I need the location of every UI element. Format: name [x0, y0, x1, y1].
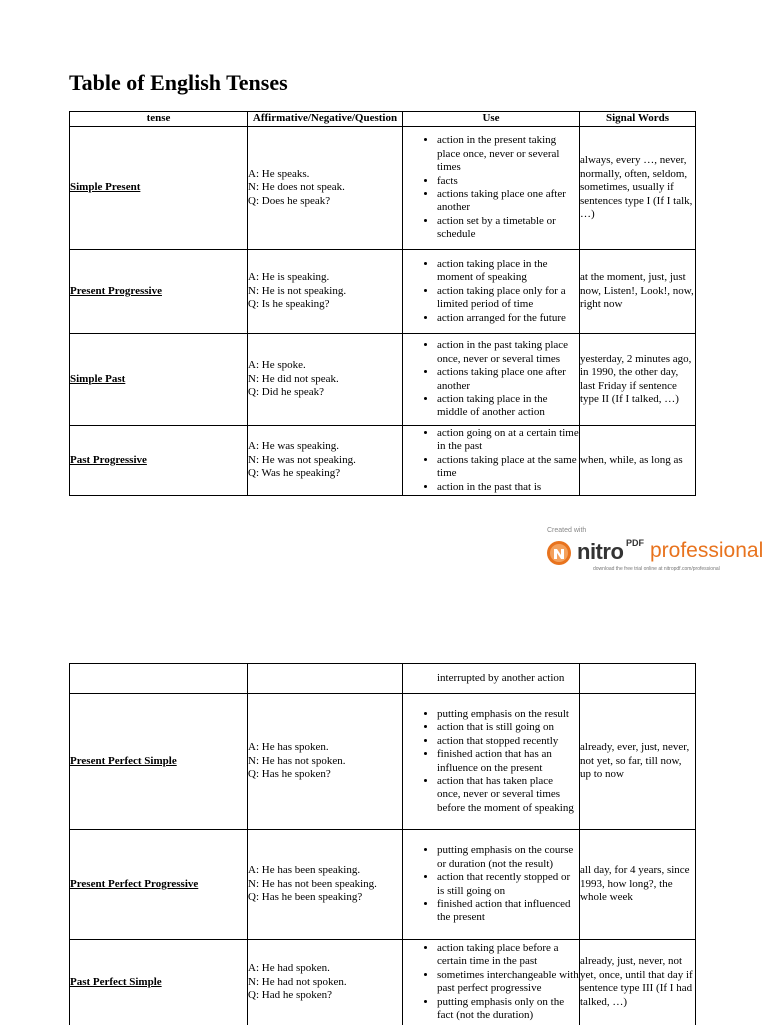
- use-cell: [403, 664, 580, 694]
- watermark-created-label: Created with: [547, 527, 587, 534]
- use-cell: [403, 940, 580, 1025]
- header-tense: tense: [70, 112, 248, 127]
- table-row: [70, 426, 696, 496]
- use-item: • finished action that has an influence on the present: [437, 748, 579, 775]
- use-item: • sometimes interchangeable with past perfect progressive: [437, 969, 579, 996]
- form-line: Q: Did he speak?: [248, 386, 325, 399]
- use-item: • action taking place only for a limited period of time: [437, 285, 579, 312]
- tense-name: Present Perfect Simple: [70, 694, 248, 830]
- table-header-row: [70, 112, 696, 127]
- signal-cell: [580, 664, 696, 694]
- use-item: • action in the present taking place once, never or several times: [437, 134, 579, 174]
- forms-cell: [248, 250, 403, 334]
- use-cell: [403, 250, 580, 334]
- tense-name: Present Progressive: [70, 250, 248, 334]
- form-line: A: He was speaking.: [248, 440, 340, 453]
- watermark-product: professional: [650, 539, 764, 562]
- header-signal-words: Signal Words: [580, 112, 696, 127]
- use-item: • action going on at a certain time in the past: [437, 427, 579, 454]
- forms-cell: [248, 940, 403, 1025]
- use-item: • action arranged for the future: [437, 312, 579, 325]
- tense-cell: [70, 664, 248, 694]
- header-use: Use: [403, 112, 580, 127]
- watermark-note: download the free trial online at nitropdf.com/professional: [593, 566, 720, 572]
- table-row: [70, 250, 696, 334]
- form-line: Q: Has he been speaking?: [248, 891, 363, 904]
- table-row: [70, 127, 696, 250]
- use-item: • action taking place before a certain time in the past: [437, 942, 579, 969]
- use-list: [403, 427, 579, 494]
- use-item: • action that has taken place once, never or several times before the moment of speaking: [437, 775, 579, 815]
- use-item: • action taking place in the middle of another action: [437, 393, 579, 420]
- form-line: Q: Does he speak?: [248, 194, 331, 207]
- table-row: [70, 664, 696, 694]
- use-cell: [403, 127, 580, 250]
- table-row: [70, 940, 696, 1025]
- forms-cell: [248, 830, 403, 940]
- use-continuation: interrupted by another action: [437, 671, 565, 684]
- signal-words: already, just, never, not yet, once, until that day if sentence type III (If I had talked, …): [580, 940, 696, 1025]
- table-row: [70, 694, 696, 830]
- form-line: Q: Had he spoken?: [248, 988, 333, 1001]
- form-line: A: He has been speaking.: [248, 864, 361, 877]
- form-line: N: He was not speaking.: [248, 453, 356, 466]
- watermark-pdf-superscript: PDF: [626, 538, 644, 548]
- tense-name: Simple Present: [70, 127, 248, 250]
- use-list: [403, 339, 579, 419]
- header-forms: Affirmative/Negative/Question: [248, 112, 403, 127]
- nitro-watermark: [545, 527, 763, 575]
- signal-words: yesterday, 2 minutes ago, in 1990, the other day, last Friday if sentence type II (If I talked, …): [580, 334, 696, 426]
- nitro-logo-icon: [545, 539, 573, 567]
- use-list: [403, 942, 579, 1022]
- use-item: • action taking place in the moment of speaking: [437, 258, 579, 285]
- use-cell: [403, 830, 580, 940]
- form-line: A: He had spoken.: [248, 962, 330, 975]
- tenses-table-page2: [69, 663, 696, 1025]
- use-cell: [403, 694, 580, 830]
- form-line: A: He has spoken.: [248, 741, 329, 754]
- use-item: • actions taking place at the same time: [437, 454, 579, 481]
- signal-words: already, ever, just, never, not yet, so far, till now, up to now: [580, 694, 696, 830]
- form-line: N: He had not spoken.: [248, 975, 347, 988]
- form-line: Q: Was he speaking?: [248, 467, 341, 480]
- use-item: • putting emphasis on the result: [437, 708, 579, 721]
- form-line: Q: Has he spoken?: [248, 768, 331, 781]
- signal-words: always, every …, never, normally, often, seldom, sometimes, usually if sentences type I (If I talk, …): [580, 127, 696, 250]
- tense-name: Simple Past: [70, 334, 248, 426]
- use-item: • action that recently stopped or is still going on: [437, 871, 579, 898]
- use-item: • action that stopped recently: [437, 735, 579, 748]
- forms-cell: [248, 426, 403, 496]
- form-line: N: He is not speaking.: [248, 284, 347, 297]
- form-line: A: He speaks.: [248, 167, 310, 180]
- page-title: Table of English Tenses: [69, 70, 288, 95]
- form-line: A: He spoke.: [248, 359, 306, 372]
- use-list: [403, 258, 579, 325]
- signal-words: when, while, as long as: [580, 426, 696, 496]
- use-cell: [403, 334, 580, 426]
- use-item: • putting emphasis only on the fact (not the duration): [437, 996, 579, 1023]
- use-item: • putting emphasis on the course or duration (not the result): [437, 844, 579, 871]
- forms-cell: [248, 127, 403, 250]
- use-item: • finished action that influenced the present: [437, 898, 579, 925]
- use-cell: [403, 426, 580, 496]
- use-item: • action in the past that is: [437, 481, 579, 494]
- use-item: • action set by a timetable or schedule: [437, 215, 579, 242]
- use-item: • actions taking place one after another: [437, 188, 579, 215]
- use-list: [403, 134, 579, 241]
- form-line: N: He did not speak.: [248, 372, 339, 385]
- table-row: [70, 334, 696, 426]
- watermark-brand: nitro: [577, 539, 624, 564]
- form-line: Q: Is he speaking?: [248, 298, 330, 311]
- forms-cell: [248, 334, 403, 426]
- form-line: N: He has not spoken.: [248, 754, 346, 767]
- form-line: A: He is speaking.: [248, 271, 330, 284]
- signal-words: all day, for 4 years, since 1993, how long?, the whole week: [580, 830, 696, 940]
- use-item: • facts: [437, 175, 579, 188]
- forms-cell: [248, 664, 403, 694]
- table-row: [70, 830, 696, 940]
- forms-cell: [248, 694, 403, 830]
- use-item: • action that is still going on: [437, 721, 579, 734]
- use-item: • actions taking place one after another: [437, 366, 579, 393]
- tense-name: Present Perfect Progressive: [70, 830, 248, 940]
- tense-name: Past Progressive: [70, 426, 248, 496]
- form-line: N: He does not speak.: [248, 181, 345, 194]
- form-line: N: He has not been speaking.: [248, 877, 377, 890]
- signal-words: at the moment, just, just now, Listen!, Look!, now, right now: [580, 250, 696, 334]
- tenses-table-page1: [69, 111, 696, 496]
- use-list: [403, 708, 579, 815]
- tense-name: Past Perfect Simple: [70, 940, 248, 1025]
- use-list: [403, 844, 579, 924]
- use-item: • action in the past taking place once, never or several times: [437, 339, 579, 366]
